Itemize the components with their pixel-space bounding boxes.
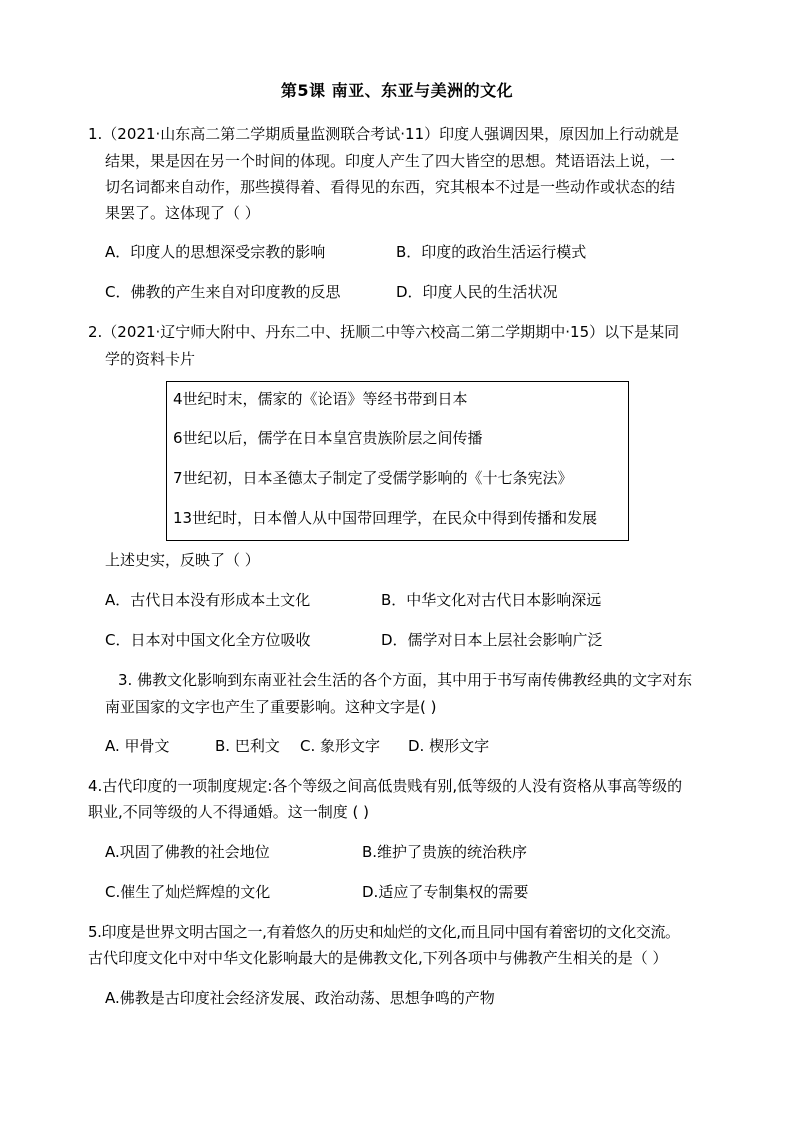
- q1-option-b: B．印度的政治生活运行模式: [396, 243, 587, 261]
- q1-line-1: 1.（2021·山东高二第二学期质量监测联合考试·11）印度人强调因果，原因加上行动就是: [88, 125, 680, 143]
- q2-line-1: 2.（2021·辽宁师大附中、丹东二中、抚顺二中等六校高二第二学期期中·15）以下是某同: [88, 323, 680, 341]
- q2-option-a: A．古代日本没有形成本土文化: [105, 591, 311, 609]
- q4-option-d: D.适应了专制集权的需要: [362, 883, 529, 901]
- q1-option-d: D．印度人民的生活状况: [396, 283, 558, 301]
- q1-line-3: 切名词都来自动作，那些摸得着、看得见的东西，究其根本不过是一些动作或状态的结: [105, 178, 676, 196]
- card-line-1: 4世纪时末，儒家的《论语》等经书带到日本: [173, 390, 468, 408]
- q3-option-c: C. 象形文字: [300, 737, 381, 755]
- q5-line-1: 5.印度是世界文明古国之一,有着悠久的历史和灿烂的文化,而且同中国有着密切的文化交流。: [88, 923, 680, 941]
- q4-option-c: C.催生了灿烂辉煌的文化: [105, 883, 271, 901]
- q3-option-b: B. 巴利文: [215, 737, 280, 755]
- card-line-4: 13世纪时，日本僧人从中国带回理学，在民众中得到传播和发展: [173, 509, 598, 527]
- q2-line-2: 学的资料卡片: [105, 350, 196, 368]
- q1-line-2: 结果，果是因在另一个时间的体现。印度人产生了四大皆空的思想。梵语语法上说，一: [105, 152, 676, 170]
- q4-option-a: A.巩固了佛教的社会地位: [105, 843, 270, 861]
- q4-line-2: 职业,不同等级的人不得通婚。这一制度 ( ): [88, 803, 370, 821]
- card-line-2: 6世纪以后，儒学在日本皇宫贵族阶层之间传播: [173, 429, 483, 447]
- q3-line-2: 南亚国家的文字也产生了重要影响。这种文字是( ): [105, 698, 437, 716]
- q3-option-a: A. 甲骨文: [105, 737, 170, 755]
- q1-line-4: 果罢了。这体现了（ ）: [105, 204, 260, 222]
- q5-option-a: A.佛教是古印度社会经济发展、政治动荡、思想争鸣的产物: [105, 989, 495, 1007]
- q4-option-b: B.维护了贵族的统治秩序: [362, 843, 528, 861]
- page-title: 第5课 南亚、东亚与美洲的文化: [280, 81, 514, 100]
- q1-option-a: A．印度人的思想深受宗教的影响: [105, 243, 326, 261]
- material-card: [166, 381, 629, 541]
- q2-option-b: B．中华文化对古代日本影响深远: [381, 591, 602, 609]
- card-line-3: 7世纪初，日本圣德太子制定了受儒学影响的《十七条宪法》: [173, 469, 573, 487]
- q5-line-2: 古代印度文化中对中华文化影响最大的是佛教文化,下列各项中与佛教产生相关的是（ ）: [88, 949, 668, 967]
- q3-line-1: 3. 佛教文化影响到东南亚社会生活的各个方面，其中用于书写南传佛教经典的文字对东: [118, 671, 693, 689]
- q1-option-c: C．佛教的产生来自对印度教的反思: [105, 283, 341, 301]
- q2-option-d: D．儒学对日本上层社会影响广泛: [381, 631, 603, 649]
- q2-option-c: C．日本对中国文化全方位吸收: [105, 631, 311, 649]
- q4-line-1: 4.古代印度的一项制度规定:各个等级之间高低贵贱有别,低等级的人没有资格从事高等级的: [88, 777, 683, 795]
- q3-option-d: D. 楔形文字: [408, 737, 490, 755]
- q2-stem: 上述史实，反映了（ ）: [105, 551, 260, 569]
